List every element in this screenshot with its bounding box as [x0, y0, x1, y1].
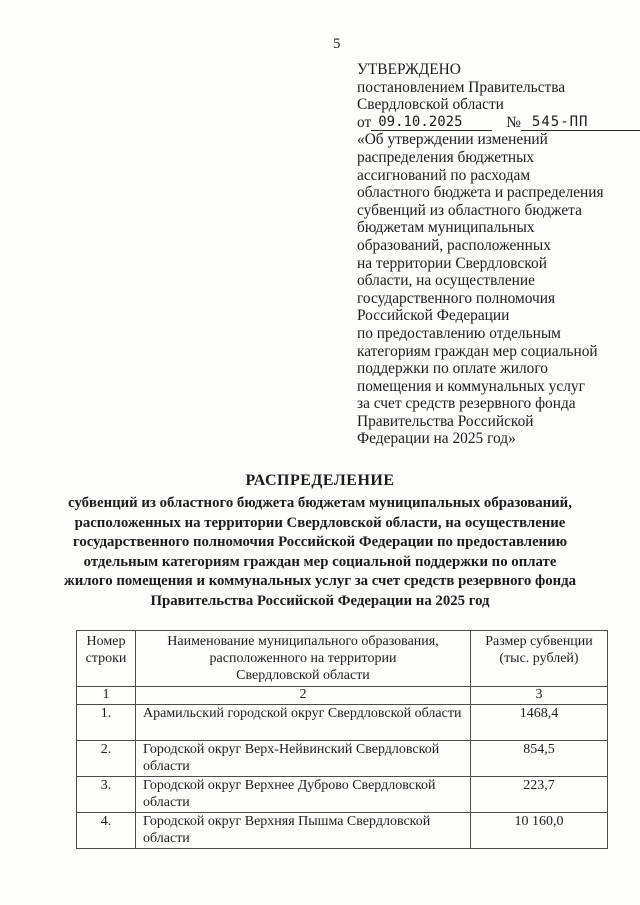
municipality-name-cell: Городской округ Верх-Нейвинский Свердловской области	[136, 741, 471, 777]
approval-quote-line: субвенций из областного бюджета	[357, 201, 582, 219]
subvention-table	[76, 630, 608, 849]
table-row	[77, 777, 608, 813]
distribution-title	[0, 471, 640, 611]
column-number: 2	[136, 687, 471, 705]
header-row-number	[77, 631, 136, 687]
distribution-title-line: жилого помещения и коммунальных услуг за счет средств резервного фонда	[63, 573, 577, 589]
table-row	[77, 705, 608, 741]
approval-quote-line: «Об утверждении изменений	[357, 131, 548, 149]
approval-quote-line: распределения бюджетных	[357, 148, 535, 166]
row-number-cell: 4.	[77, 813, 136, 849]
approval-quote-line: за счет средств резервного фонда	[357, 395, 576, 413]
distribution-title-line: расположенных на территории Свердловской области, на осуществление	[74, 514, 566, 531]
distribution-title-line: государственного полномочия Российской Федерации по предоставлению	[72, 534, 568, 550]
column-numbering-row	[77, 687, 608, 705]
approval-quote-line: на территории Свердловской	[357, 254, 547, 272]
row-number-cell: 3.	[77, 777, 136, 813]
approval-line: Свердловской области	[357, 96, 504, 114]
distribution-title-line: Правительства Российской Федерации на 2025 год	[150, 592, 490, 609]
number-sign: №	[506, 113, 521, 131]
approval-quote-line: областного бюджета и распределения	[357, 184, 604, 202]
date-value: 09.10.2025	[371, 114, 492, 131]
approval-quote-line: поддержки по оплате жилого	[357, 360, 548, 378]
header-line: (тыс. рублей)	[499, 651, 579, 666]
approval-quote-line: по предоставлению отдельным	[357, 324, 561, 342]
header-subvention-size	[471, 631, 608, 687]
approval-heading: УТВЕРЖДЕНО	[357, 61, 461, 78]
approval-line: постановлением Правительства	[357, 78, 566, 96]
column-number: 3	[471, 687, 608, 705]
number-value: 545-ПП	[521, 114, 640, 131]
approval-block	[357, 61, 637, 448]
distribution-title-line: субвенций из областного бюджета бюджетам муниципальных образований,	[68, 495, 572, 511]
header-line: Свердловской области	[236, 668, 370, 683]
subvention-amount-cell: 1468,4	[471, 705, 608, 741]
column-number: 1	[77, 687, 136, 705]
approval-quote-line: бюджетам муниципальных	[357, 219, 535, 237]
municipality-name-cell: Городской округ Верхняя Пышма Свердловской области	[136, 813, 471, 849]
subvention-amount-cell: 10 160,0	[471, 813, 608, 849]
header-line: Номер	[86, 634, 126, 649]
table-header-row	[77, 631, 608, 687]
municipality-name-cell: Арамильский городской округ Свердловской области	[136, 705, 471, 741]
approval-quote-line: Правительства Российской	[357, 412, 534, 430]
approval-quote-line: области, на осуществление	[357, 272, 535, 290]
approval-quote-line: ассигнований по расходам	[357, 166, 531, 184]
approval-reference	[357, 114, 637, 132]
subvention-amount-cell: 223,7	[471, 777, 608, 813]
subvention-amount-cell: 854,5	[471, 741, 608, 777]
distribution-title-line: отдельным категориям граждан мер социальной поддержки по оплате	[83, 553, 557, 570]
row-number-cell: 2.	[77, 741, 136, 777]
distribution-heading: РАСПРЕДЕЛЕНИЕ	[245, 472, 395, 489]
date-label: от	[357, 113, 372, 131]
approval-quote-line: помещения и коммунальных услуг	[357, 377, 585, 395]
header-line: Наименование муниципального образования,	[167, 634, 439, 649]
header-line: Размер субвенции	[485, 634, 593, 649]
table-row	[77, 813, 608, 849]
page-number: 5	[333, 36, 341, 52]
row-number-cell: 1.	[77, 705, 136, 741]
table-row	[77, 741, 608, 777]
approval-quote-line: Российской Федерации	[357, 307, 510, 325]
approval-quote-line: Федерации на 2025 год»	[357, 430, 516, 448]
municipality-name-cell: Городской округ Верхнее Дуброво Свердловской области	[136, 777, 471, 813]
approval-quote-line: государственного полномочия	[357, 289, 556, 307]
header-line: строки	[85, 651, 127, 666]
header-line: расположенного на территории	[209, 651, 397, 666]
approval-quote-line: категориям граждан мер социальной	[357, 342, 598, 360]
header-municipality	[136, 631, 471, 687]
approval-quote-line: образований, расположенных	[357, 236, 551, 254]
